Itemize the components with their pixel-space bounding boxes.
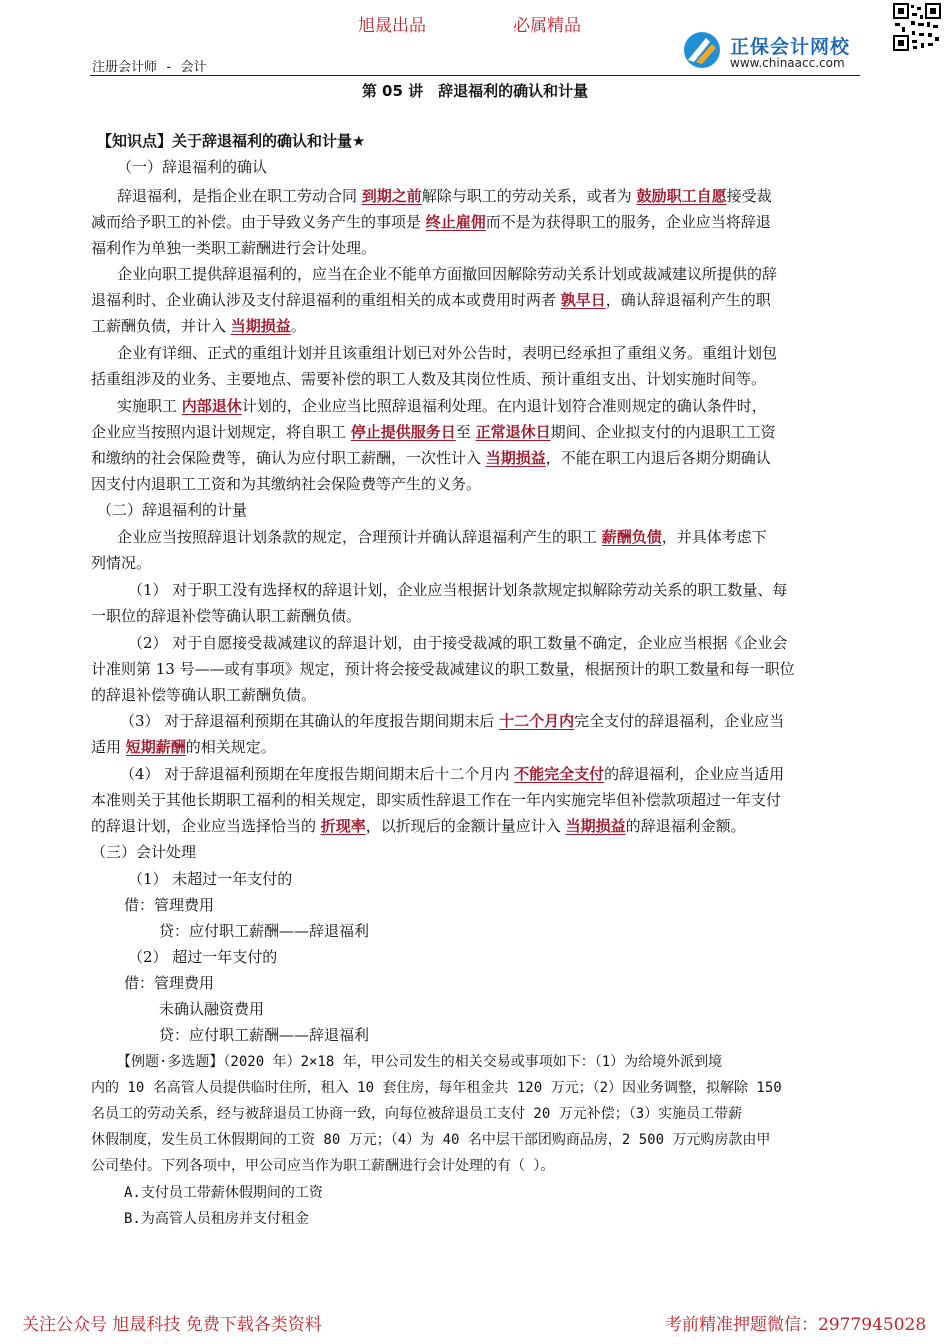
subject-label: 注册会计师 - 会计	[92, 60, 207, 75]
logo-url: www.chinaacc.com	[730, 56, 845, 70]
para-4-line-2: 企业应当按照内退计划规定，将自职工 停止提供服务日至 正常退休日期间、企业拟支付的内退职工工资	[91, 423, 776, 441]
header-left-tag: 旭晟出品	[358, 16, 426, 36]
example-line-4: 休假制度，发生员工休假期间的工资 80 万元；（4）为 40 名中层干部团购商品房，2 500 万元购房款由甲	[91, 1132, 771, 1148]
example-line-1: 【例题·多选题】（2020 年）2×18 年，甲公司发生的相关交易或事项如下：（1）为给境外派到境	[117, 1054, 723, 1070]
logo-icon	[680, 30, 724, 70]
item-1-line-2: 一职位的辞退补偿等确认职工薪酬负债。	[91, 607, 362, 625]
header-divider	[90, 75, 860, 76]
item-4-line-3: 的辞退计划，企业应当选择恰当的 折现率，以折现后的金额计量应计入 当期损益的辞退福利金额。	[91, 817, 746, 835]
para-3-line-2: 括重组涉及的业务、主要地点、需要补偿的职工人数及其岗位性质、预计重组支出、计划实施时间等。	[91, 370, 767, 388]
para-2-line-2: 退福利时、企业确认涉及支付辞退福利的重组相关的成本或费用时两者 孰早日，确认辞退福利产生的职	[91, 291, 771, 309]
footer-left: 关注公众号 旭晟科技 免费下载各类资料	[22, 1315, 322, 1335]
option-a: A.支付员工带薪休假期间的工资	[124, 1185, 323, 1201]
section-1-heading: （一）辞退福利的确认	[117, 158, 268, 176]
header-right-tag: 必属精品	[513, 16, 581, 36]
item-3-line-1: （3） 对于辞退福利预期在其确认的年度报告期间期末后 十二个月内完全支付的辞退福利，企业应当	[120, 712, 785, 730]
para-4-line-3: 和缴纳的社会保险费等，确认为应付职工薪酬，一次性计入 当期损益，不能在职工内退后各期分期确认	[91, 449, 771, 467]
knowledge-point-heading: 【知识点】关于辞退福利的确认和计量★	[97, 132, 366, 150]
para-1-line-2: 减而给予职工的补偿。由于导致义务产生的事项是 终止雇佣而不是为获得职工的服务，企业应当将辞退	[91, 213, 771, 231]
para-2-line-1: 企业向职工提供辞退福利的，应当在企业不能单方面撤回因解除劳动关系计划或裁减建议所提供的辞	[117, 265, 778, 283]
para-1-line-3: 福利作为单独一类职工薪酬进行会计处理。	[91, 239, 377, 257]
item-1-line-1: （1） 对于职工没有选择权的辞退计划，企业应当根据计划条款规定拟解除劳动关系的职工数量、每	[128, 581, 788, 599]
case-2-debit: 借：管理费用	[124, 974, 215, 992]
para-4-line-1: 实施职工 内部退休计划的，企业应当比照辞退福利处理。在内退计划符合准则规定的确认条件时，	[117, 397, 767, 415]
example-line-2: 内的 10 名高管人员提供临时住所，租入 10 套住房，每年租金共 120 万元；（2）因业务调整，拟解除 150	[91, 1080, 782, 1096]
case-1-debit: 借：管理费用	[124, 896, 215, 914]
para-3-line-1: 企业有详细、正式的重组计划并且该重组计划已对外公告时，表明已经承担了重组义务。重组计划包	[117, 344, 778, 362]
para-1-line-1: 辞退福利，是指企业在职工劳动合同 到期之前解除与职工的劳动关系，或者为 鼓励职工自愿接受裁	[117, 187, 772, 205]
page-title: 第 05 讲 辞退福利的确认和计量	[361, 82, 589, 100]
item-2-line-3: 的辞退补偿等确认职工薪酬负债。	[91, 686, 317, 704]
para-4-line-4: 因支付内退职工工资和为其缴纳社会保险费等产生的义务。	[91, 475, 482, 493]
case-1-credit: 贷：应付职工薪酬——辞退福利	[159, 922, 370, 940]
item-2-line-2: 计准则第 13 号——或有事项》规定，预计将会接受裁减建议的职工数量，根据预计的职工数量和每一职位	[91, 660, 795, 678]
item-3-line-2: 适用 短期薪酬的相关规定。	[91, 738, 276, 756]
case-2-credit: 贷：应付职工薪酬——辞退福利	[159, 1026, 370, 1044]
para-2-line-3: 工薪酬负债，并计入 当期损益。	[91, 317, 306, 335]
section-3-heading: （三）会计处理	[91, 843, 197, 861]
section-2-heading: （二）辞退福利的计量	[97, 501, 248, 519]
logo-title: 正保会计网校	[730, 36, 851, 58]
option-b: B.为高管人员租房并支付租金	[124, 1211, 309, 1227]
item-4-line-2: 本准则关于其他长期职工福利的相关规定，即实质性辞退工作在一年内实施完毕但补偿款项超过一年支付	[91, 791, 782, 809]
item-4-line-1: （4） 对于辞退福利预期在年度报告期间期末后十二个月内 不能完全支付的辞退福利，企业应当适用	[120, 765, 785, 783]
para-5-line-2: 列情况。	[91, 554, 152, 572]
case-1-heading: （1） 未超过一年支付的	[128, 870, 293, 888]
case-2-heading: （2） 超过一年支付的	[128, 948, 278, 966]
example-line-5: 公司垫付。下列各项中，甲公司应当作为职工薪酬进行会计处理的有（ ）。	[91, 1158, 555, 1174]
example-line-3: 名员工的劳动关系，经与被辞退员工协商一致，向每位被辞退员工支付 20 万元补偿；（3）实施员工带薪	[91, 1106, 743, 1122]
footer-right: 考前精准押题微信：2977945028	[665, 1315, 927, 1335]
qr-code-icon	[893, 3, 941, 51]
case-2-debit-2: 未确认融资费用	[159, 1000, 265, 1018]
item-2-line-1: （2） 对于自愿接受裁减建议的辞退计划，由于接受裁减的职工数量不确定，企业应当根据《企业会	[128, 634, 788, 652]
para-5-line-1: 企业应当按照辞退计划条款的规定，合理预计并确认辞退福利产生的职工 薪酬负债，并具体考虑下	[117, 528, 767, 546]
